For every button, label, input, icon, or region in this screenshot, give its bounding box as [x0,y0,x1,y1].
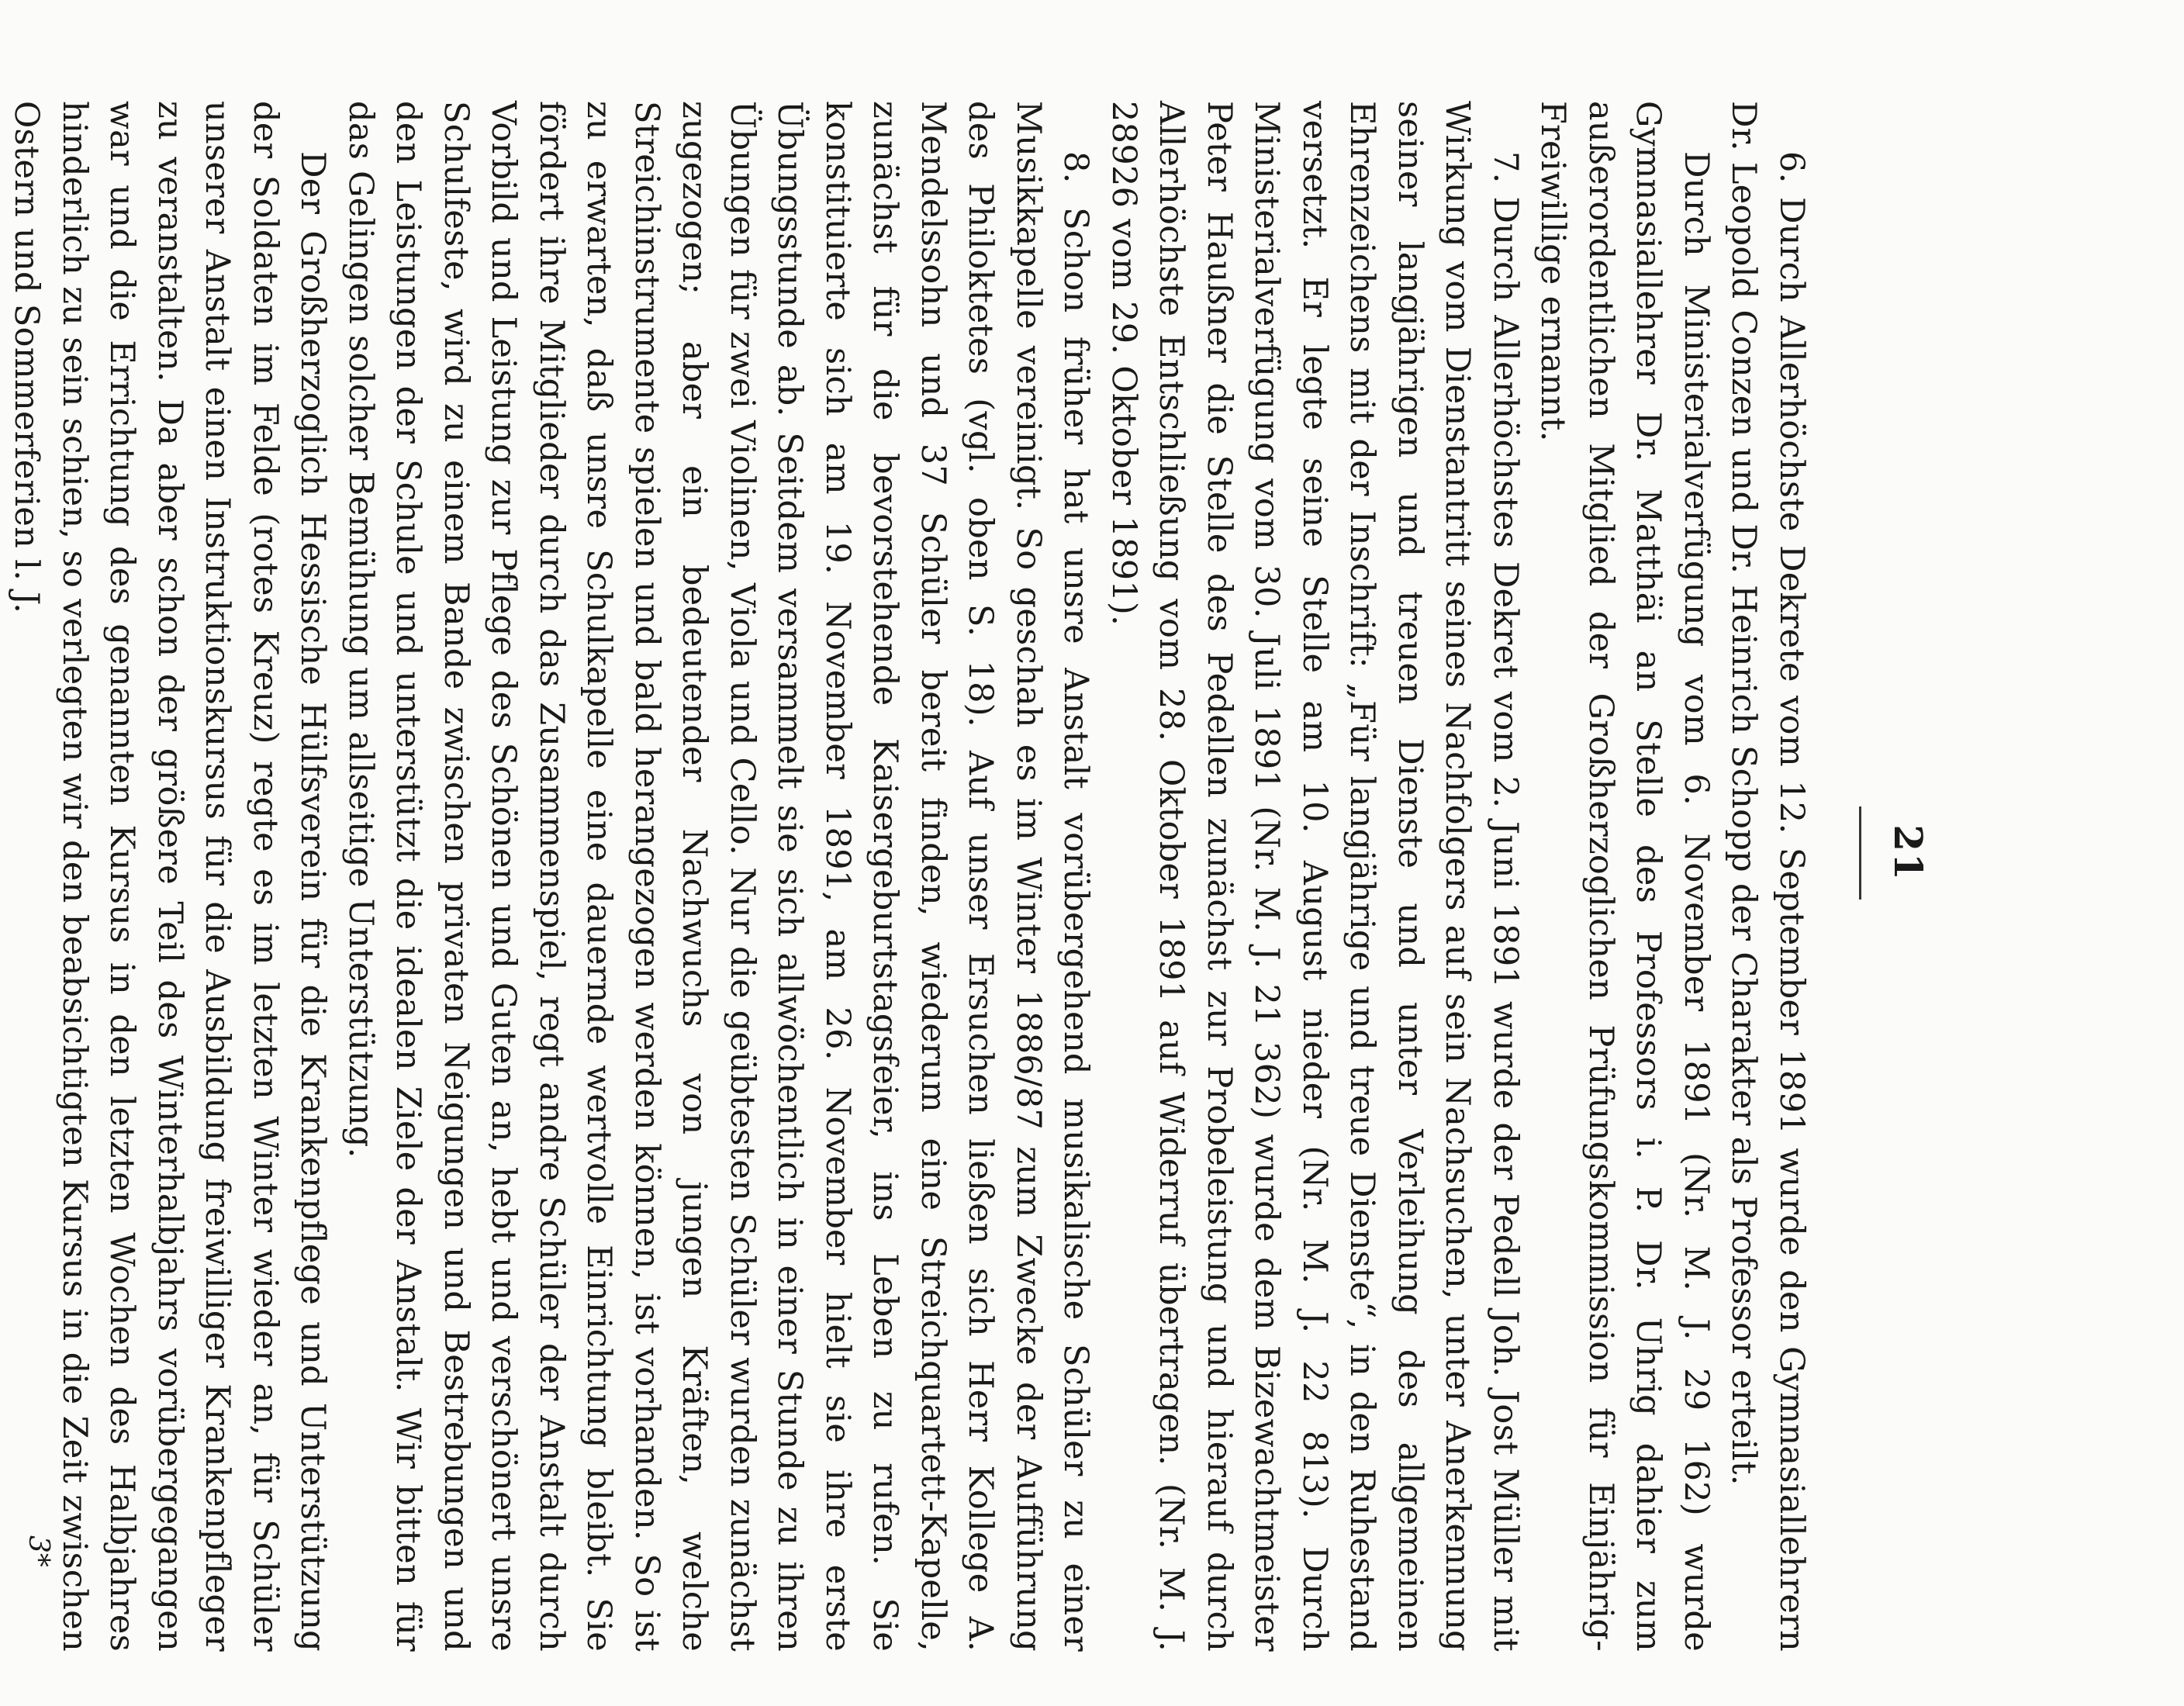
body-text [0,101,1815,1652]
paragraph: 6. Durch Allerhöchste Dekrete vom 12. September 1891 wurde den Gymnasiallehrern Dr. Leopold Conzen und Dr. Heinrich Schopp der Charakter als Professor erteilt. [1724,101,1811,1652]
paragraph: Der Großherzoglich Hessische Hülfsverein für die Krankenpflege und Unterstützung der Soldaten im Felde (rotes Kreuz) regte es im letzten Winter wieder an, für Schüler unserer Anstalt einen Instruktionskursus für die Ausbildung freiwilliger Krankenpfleger zu veranstalten. Da aber schon der größere Teil des Winterhalbjahrs vorübergegangen war und die Errichtung des genannten Kursus in den letzten Wochen des Halbjahres hinderlich zu sein schien, so verlegten wir den beabsichtigten Kursus in die Zeit zwischen Ostern und Sommerferien l. J. [7,101,333,1652]
header-rule [1859,806,1861,900]
paragraph: Durch Ministerialverfügung vom 6. November 1891 (Nr. M. J. 29 162) wurde Gymnasiallehrer Dr. Matthäi an Stelle des Professors i. P. Dr. Uhrig dahier zum außerordentlichen Mitglied der Großherzoglichen Prüfungskommission für Einjährig-Freiwillige ernannt. [1533,101,1716,1652]
paragraph: 7. Durch Allerhöchstes Dekret vom 2. Juni 1891 wurde der Pedell Joh. Jost Müller mit Wirkung vom Dienstantritt seines Nachfolgers auf sein Nachsuchen, unter Anerkennung seiner langjährigen und treuen Dienste und unter Verleihung des allgemeinen Ehrenzeichens mit der Inschrift: „Für langjährige und treue Dienste“, in den Ruhestand versetzt. Er legte seine Stelle am 10. August nieder (Nr. M. J. 22 813). Durch Ministerialverfügung vom 30. Juli 1891 (Nr. M. J. 21 362) wurde dem Bizewachtmeister Peter Haußner die Stelle des Pedellen zunächst zur Probeleistung und hierauf durch Allerhöchste Entschließung vom 28. Oktober 1891 auf Widerruf übertragen. (Nr. M. J. 28926 vom 29. Oktober 1891). [1104,101,1525,1652]
page-number: 21 [1885,824,1931,882]
paragraph [0,101,2,1652]
document-page [0,16,1954,1690]
signature-mark: 3* [22,1535,54,1567]
paragraph: 8. Schon früher hat unsre Anstalt vorübergehend musikalische Schüler zu einer Musikkapelle vereinigt. So geschah es im Winter 1886/87 zum Zwecke der Aufführung des Philoktetes (vgl. oben S. 18). Auf unser Ersuchen ließen sich Herr Kollege A. Mendelssohn und 37 Schüler bereit finden, wiederum eine Streichquartett-Kapelle, zunächst für die bevorstehende Kaisergeburtstagsfeier, ins Leben zu rufen. Sie konstituierte sich am 19. November 1891, am 26. November hielt sie ihre erste Übungsstunde ab. Seitdem versammelt sie sich allwöchentlich in einer Stunde zu ihren Übungen für zwei Violinen, Viola und Cello. Nur die geübtesten Schüler wurden zunächst zugezogen; aber ein bedeutender Nachwuchs von jungen Kräften, welche Streichinstrumente spielen und bald herangezogen werden können, ist vorhanden. So ist zu erwarten, daß unsre Schulkapelle eine dauernde wertvolle Einrichtung bleibt. Sie fördert ihre Mitglieder durch das Zusammenspiel, regt andre Schüler der Anstalt durch Vorbild und Leistung zur Pflege des Schönen und Guten an, hebt und verschönert unsre Schulfeste, wird zu einem Bande zwischen privaten Neigungen und Bestrebungen und den Leistungen der Schule und unterstützt die idealen Ziele der Anstalt. Wir bitten für das Gelingen solcher Bemühung um allseitige Unterstützung. [341,101,1096,1652]
